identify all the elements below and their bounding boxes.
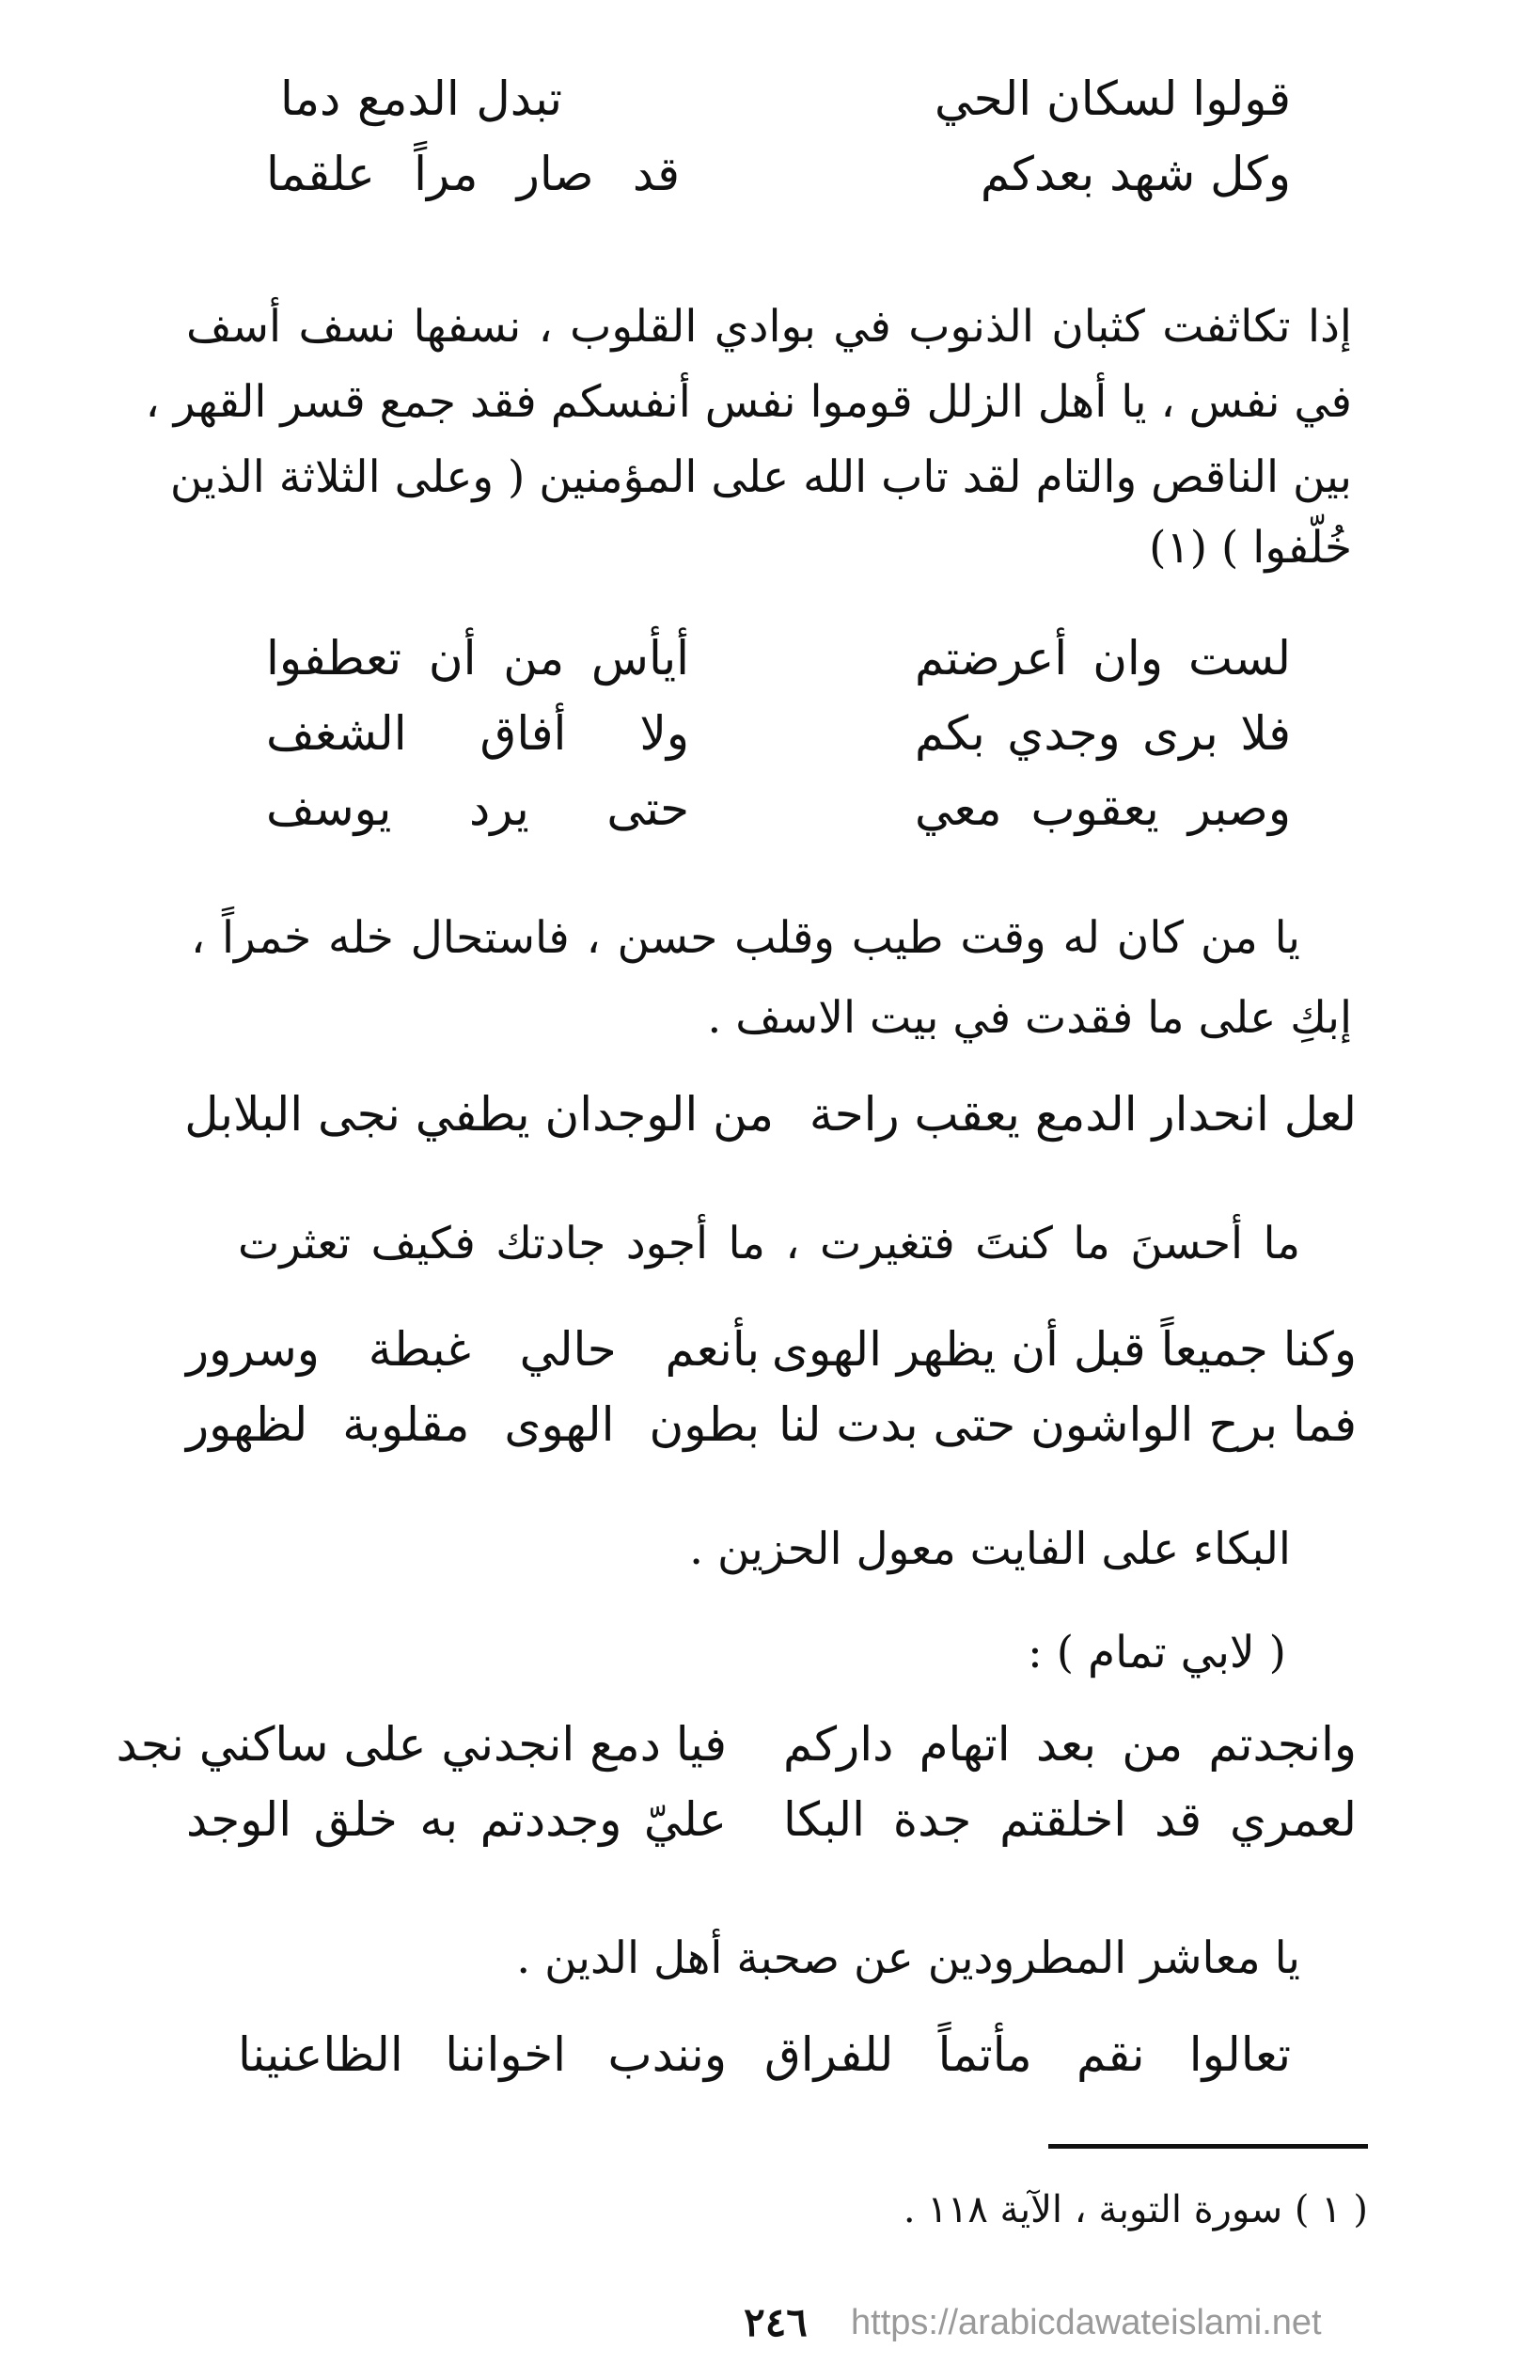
prose-line: ما أحسنَ ما كنتَ فتغيرت ، ما أجود جادتك فكيف تعثرت <box>238 1218 1300 1269</box>
verse-second-hemistich: بأنعم حالي غبطة وسرور <box>186 1322 760 1377</box>
verse-second-hemistich: أيأس من أن تعطفوا <box>266 631 689 686</box>
verse-line <box>0 1787 1540 1852</box>
prose-line: إذا تكاثفت كثبان الذنوب في بوادي القلوب ، نسفها نسف أسف <box>186 301 1352 353</box>
prose-line: يا من كان له وقت طيب وقلب حسن ، فاستحال خله خمراً ، <box>191 912 1300 964</box>
prose-line: بين الناقص والتام لقد تاب الله على المؤمنين ( وعلى الثلاثة الذين <box>169 451 1352 503</box>
prose-line-with-footnote-ref: خُلّفوا ) (١) <box>1149 522 1352 574</box>
verse-second-hemistich: قد صار مراً علقما <box>266 147 680 201</box>
verse-first-hemistich: وكنا جميعاً قبل أن يظهر الهوى <box>771 1322 1357 1377</box>
verse-first-hemistich: لعمري قد اخلقتم جدة البكا <box>783 1792 1357 1847</box>
verse-first-hemistich: فلا برى وجدي بكم <box>915 706 1291 761</box>
prose-line: إبكِ على ما فقدت في بيت الاسف . <box>707 992 1352 1044</box>
verse-first-hemistich: قولوا لسكان الحي <box>935 71 1291 126</box>
prose-line: البكاء على الفايت معول الحزين . <box>689 1523 1291 1575</box>
verse-line <box>0 1081 1540 1147</box>
verse-line <box>0 776 1540 842</box>
verse-first-hemistich: فما برح الواشون حتى بدت لنا <box>778 1397 1357 1452</box>
prose-line: يا معاشر المطرودين عن صحبة أهل الدين . <box>516 1932 1300 1984</box>
verse-second-hemistich: ولا أفاق الشغف <box>266 706 689 761</box>
verse-line <box>0 2022 1540 2088</box>
verse-second-hemistich: ونندب اخواننا الظاعنينا <box>238 2027 727 2082</box>
verse-second-hemistich: حتى يرد يوسف <box>266 781 689 836</box>
verse-second-hemistich: عليّ وجددتم به خلق الوجد <box>186 1792 727 1847</box>
verse-line <box>0 66 1540 132</box>
verse-line <box>0 1711 1540 1777</box>
prose-line: في نفس ، يا أهل الزلل قوموا نفس أنفسكم فقد جمع قسر القهر ، <box>145 376 1352 428</box>
verse-second-hemistich: من الوجدان يطفي نجى البلابل <box>184 1087 774 1142</box>
verse-line <box>0 1392 1540 1458</box>
verse-second-hemistich: بطون الهوى مقلوبة لظهور <box>186 1397 760 1452</box>
verse-first-hemistich: وكل شهد بعدكم <box>980 147 1291 201</box>
verse-line <box>0 701 1540 766</box>
verse-second-hemistich: فيا دمع انجدني على ساكني نجد <box>116 1717 727 1772</box>
attribution-line: ( لابي تمام ) : <box>1027 1627 1286 1679</box>
verse-second-hemistich: تبدل الدمع دما <box>280 71 562 126</box>
verse-line <box>0 141 1540 207</box>
footnote: ( ١ ) سورة التوبة ، الآية ١١٨ . <box>903 2188 1368 2231</box>
verse-line <box>0 1316 1540 1382</box>
verse-first-hemistich: لعل انحدار الدمع يعقب راحة <box>809 1087 1357 1142</box>
footnote-separator <box>1048 2144 1368 2149</box>
verse-first-hemistich: لست وان أعرضتم <box>915 631 1291 686</box>
verse-first-hemistich: وانجدتم من بعد اتهام داركم <box>783 1717 1357 1772</box>
page-number: ٢٤٦ <box>744 2299 808 2345</box>
verse-first-hemistich: تعالوا نقم مأتماً للفراق <box>764 2027 1291 2082</box>
verse-first-hemistich: وصبر يعقوب معي <box>915 781 1291 836</box>
watermark-url: https://arabicdawateislami.net <box>851 2303 1322 2342</box>
verse-line <box>0 625 1540 691</box>
